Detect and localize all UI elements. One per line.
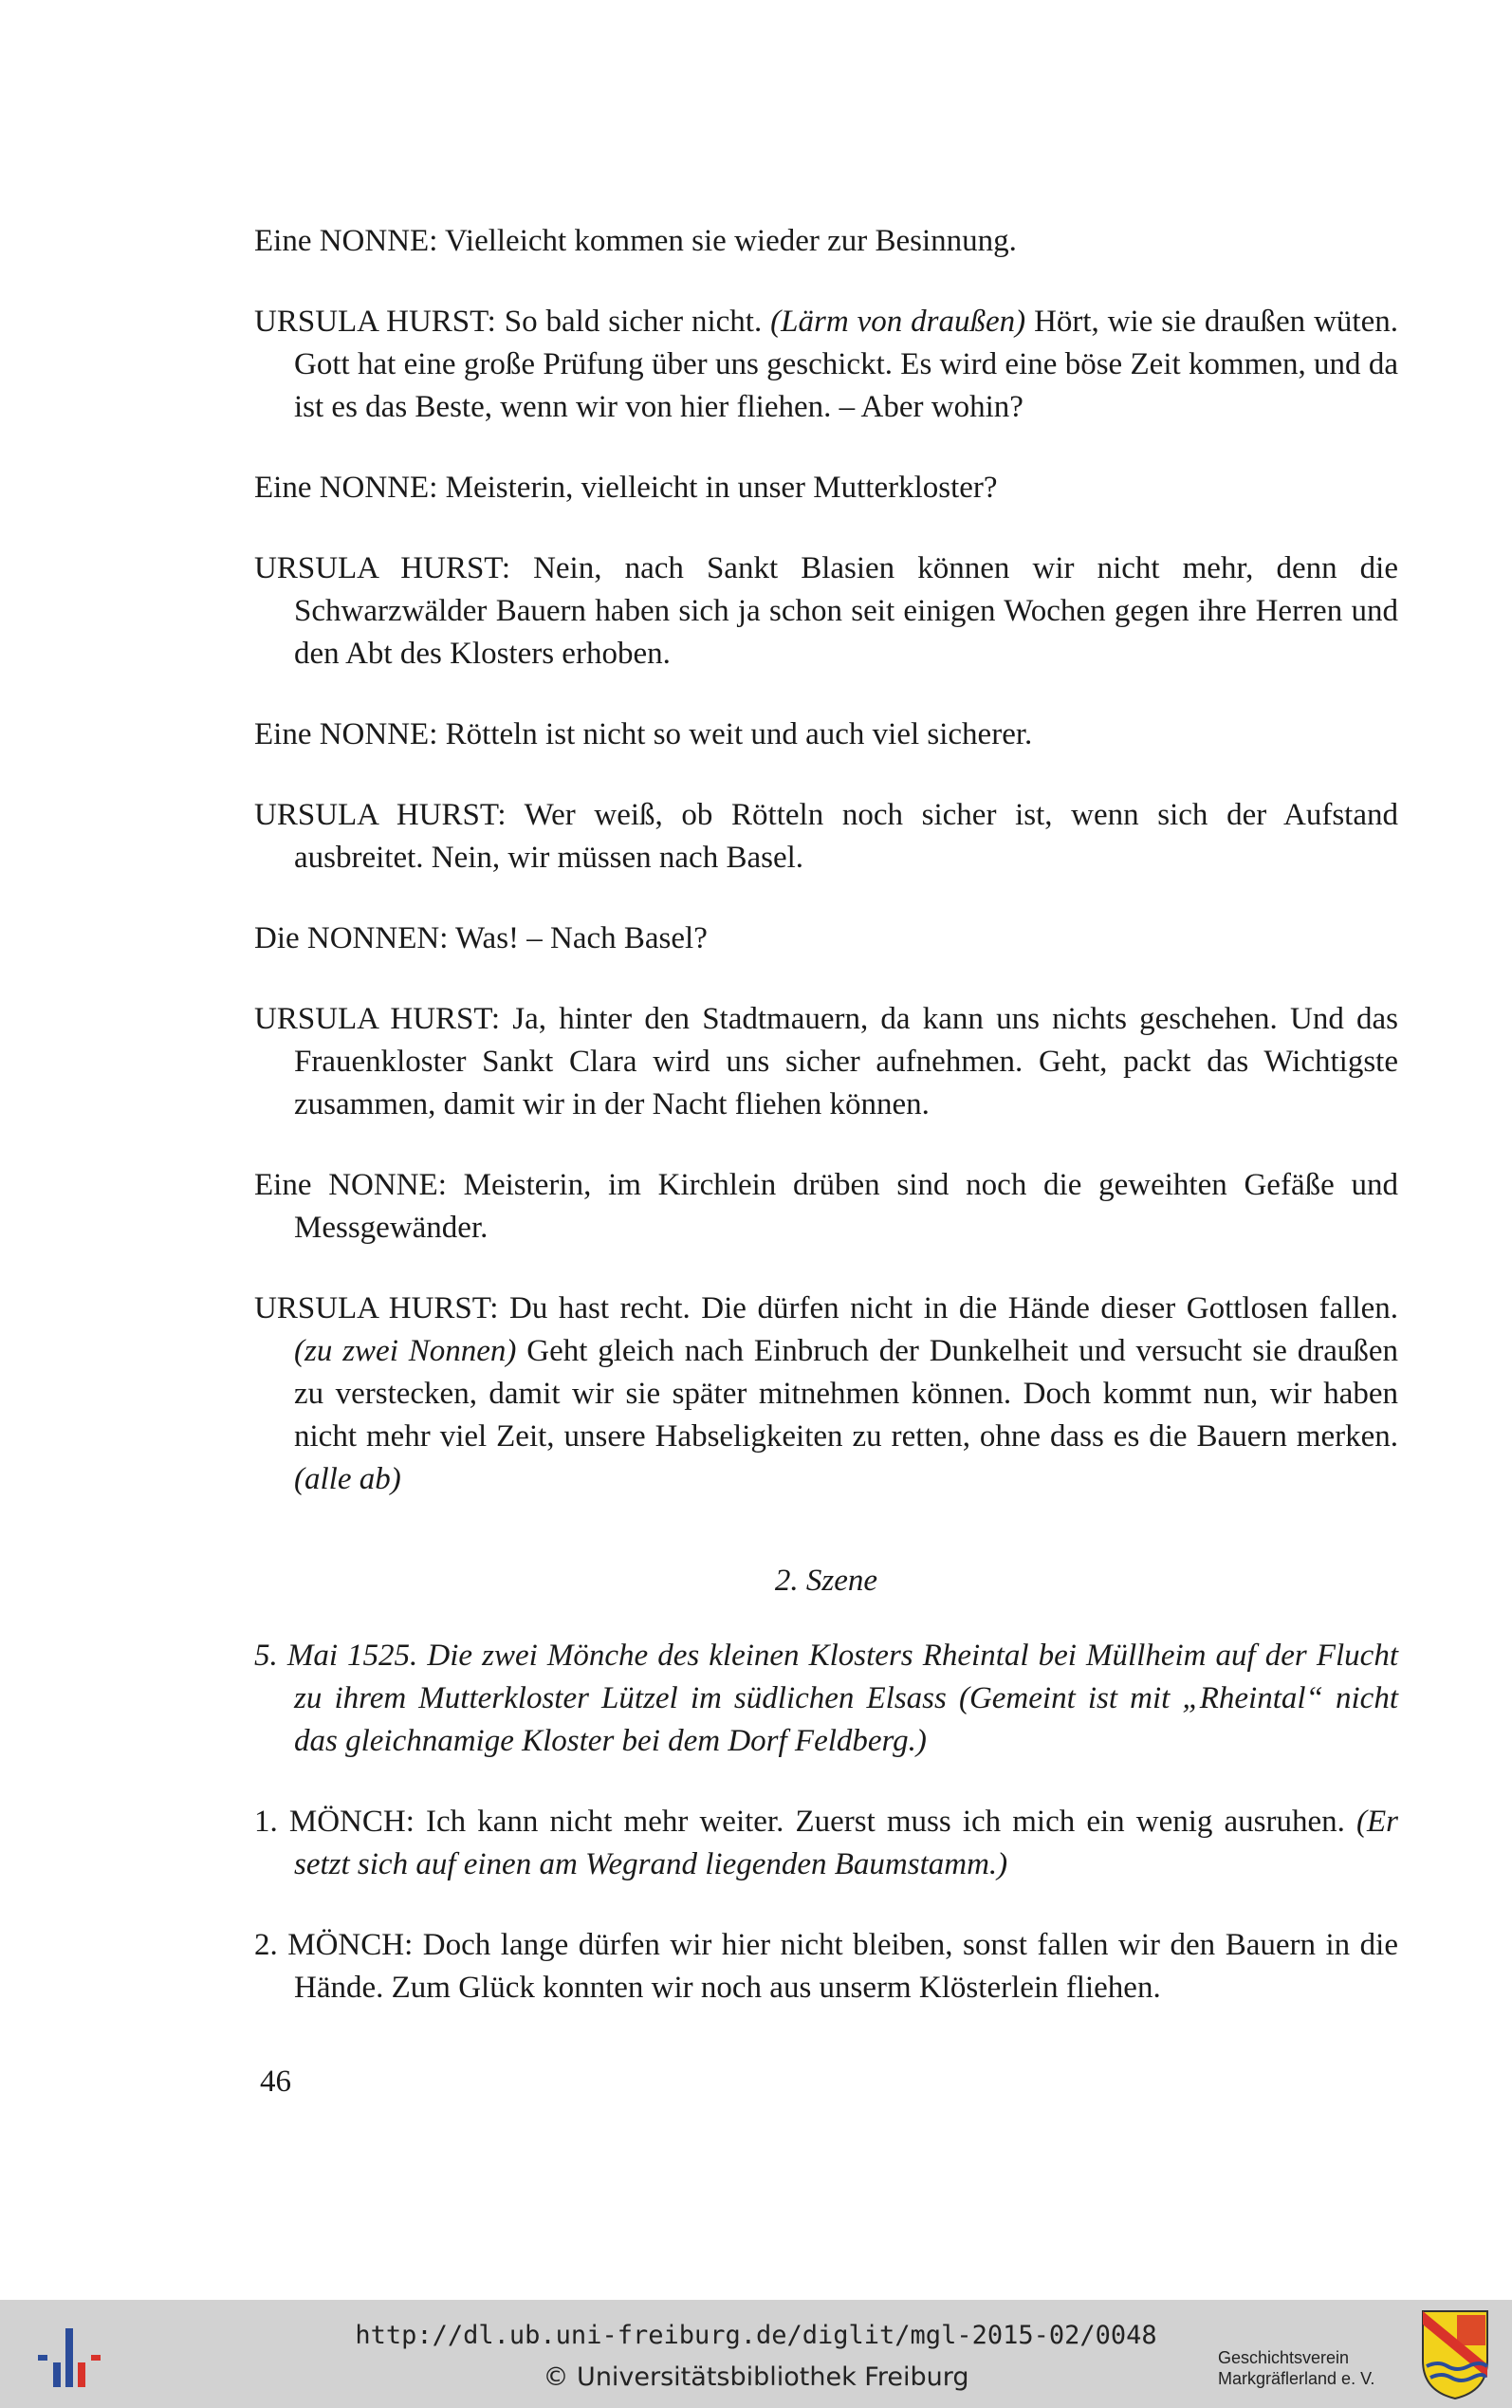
speaker-name: Eine NONNE: [254,224,438,258]
stage-direction: (alle ab) [294,1462,401,1496]
dialogue-text: Vielleicht kommen sie wieder zur Besinnung. [437,224,1017,258]
speaker-name: URSULA HURST: [254,305,496,339]
speaker-name: Die NONNEN: [254,921,449,955]
dialogue-paragraph [254,220,1398,263]
dialogue-paragraph [254,1801,1398,1886]
dialogue-text: Geht gleich nach Einbruch der Dunkelheit und versucht sie draußen zu verstecken, damit wir sie später mitnehmen können. Doch kommt nun, wir haben nicht mehr viel Zeit, unsere Habseligkeiten zu retten, ohne dass es die Bauern merken. [294,1334,1398,1454]
speaker-name: 1. MÖNCH: [254,1805,415,1839]
speaker-name: URSULA HURST: [254,1002,501,1036]
dialogue-paragraph [254,547,1398,676]
dialogue-text: Was! – Nach Basel? [448,921,708,955]
footer-copyright: © Universitätsbibliothek Freiburg [543,2362,969,2392]
stage-direction: (Lärm von draußen) [770,305,1026,339]
dialogue-paragraph [254,1924,1398,2010]
dialogue-text: Du hast recht. Die dürfen nicht in die Hände dieser Gottlosen fallen. [498,1291,1399,1325]
dialogue-text: Meisterin, im Kirchlein drüben sind noch die geweihten Gefäße und Messgewänder. [294,1168,1398,1245]
stage-direction: (Er setzt sich auf einen am Wegrand liegenden Baumstamm.) [294,1805,1398,1881]
page-body [254,220,1398,2047]
dialogue-paragraph [254,713,1398,756]
dialogue-paragraph [254,998,1398,1126]
dialogue-text: So bald sicher nicht. [495,305,771,339]
footer-bar [0,2300,1512,2408]
dialogue-block [254,220,1398,1501]
dialogue-text: Wer weiß, ob Rötteln noch sicher ist, wenn sich der Aufstand ausbreitet. Nein, wir müssen nach Basel. [294,798,1398,875]
dialogue-text: Ich kann nicht mehr weiter. Zuerst muss ich mich ein wenig ausruhen. [414,1805,1356,1839]
dialogue-text: Doch lange dürfen wir hier nicht bleiben, sonst fallen wir den Bauern in die Hände. Zum Glück konnten wir noch aus unserm Klösterlein fliehen. [294,1928,1398,2005]
society-name [1218,2347,1408,2389]
dialogue-paragraph [254,1287,1398,1501]
footer-url-link[interactable]: http://dl.ub.uni-freiburg.de/diglit/mgl-2015-02/0048 [355,2321,1157,2350]
dialogue-block [254,1801,1398,2010]
speaker-name: URSULA HURST: [254,551,510,585]
speaker-name: Eine NONNE: [254,717,438,751]
speaker-name: URSULA HURST: [254,1291,499,1325]
dialogue-text: Ja, hinter den Stadtmauern, da kann uns nichts geschehen. Und das Frauenkloster Sankt Clara wird uns sicher aufnehmen. Geht, packt das Wichtigste zusammen, damit wir in der Nacht fliehen können. [294,1002,1398,1121]
dialogue-paragraph [254,917,1398,960]
coat-of-arms-icon [1419,2307,1491,2402]
speaker-name: Eine NONNE: [254,471,438,505]
dialogue-paragraph [254,1164,1398,1250]
dialogue-text: Meisterin, vielleicht in unser Mutterkloster? [437,471,998,505]
society-line-2: Markgräflerland e. V. [1218,2369,1375,2388]
scene-heading: 2. Szene [774,1564,878,1598]
dialogue-paragraph [254,467,1398,509]
scene-description: 5. Mai 1525. Die zwei Mönche des kleinen Klosters Rheintal bei Müllheim auf der Flucht zu ihrem Mutterkloster Lützel im südlichen Elsass (Gemeint ist mit „Rheintal“ nicht das gleichnamige Kloster bei dem Dorf Feldberg.) [254,1639,1398,1758]
dialogue-paragraph [254,794,1398,880]
dialogue-text: Nein, nach Sankt Blasien können wir nicht mehr, denn die Schwarzwälder Bauern haben sich ja schon seit einigen Wochen gegen ihre Herren und den Abt des Klosters erhoben. [294,551,1398,671]
page-number: 46 [260,2065,291,2099]
speaker-name: Eine NONNE: [254,1168,447,1202]
dialogue-text: Hört, wie sie draußen wüten. Gott hat eine große Prüfung über uns geschickt. Es wird eine böse Zeit kommen, und da ist es das Beste, wenn wir von hier fliehen. – Aber wohin? [294,305,1398,424]
society-line-1: Geschichtsverein [1218,2348,1350,2367]
speaker-name: 2. MÖNCH: [254,1928,414,1962]
speaker-name: URSULA HURST: [254,798,507,832]
dialogue-paragraph [254,301,1398,429]
stage-direction: (zu zwei Nonnen) [294,1334,517,1368]
dialogue-text: Rötteln ist nicht so weit und auch viel sicherer. [437,717,1033,751]
